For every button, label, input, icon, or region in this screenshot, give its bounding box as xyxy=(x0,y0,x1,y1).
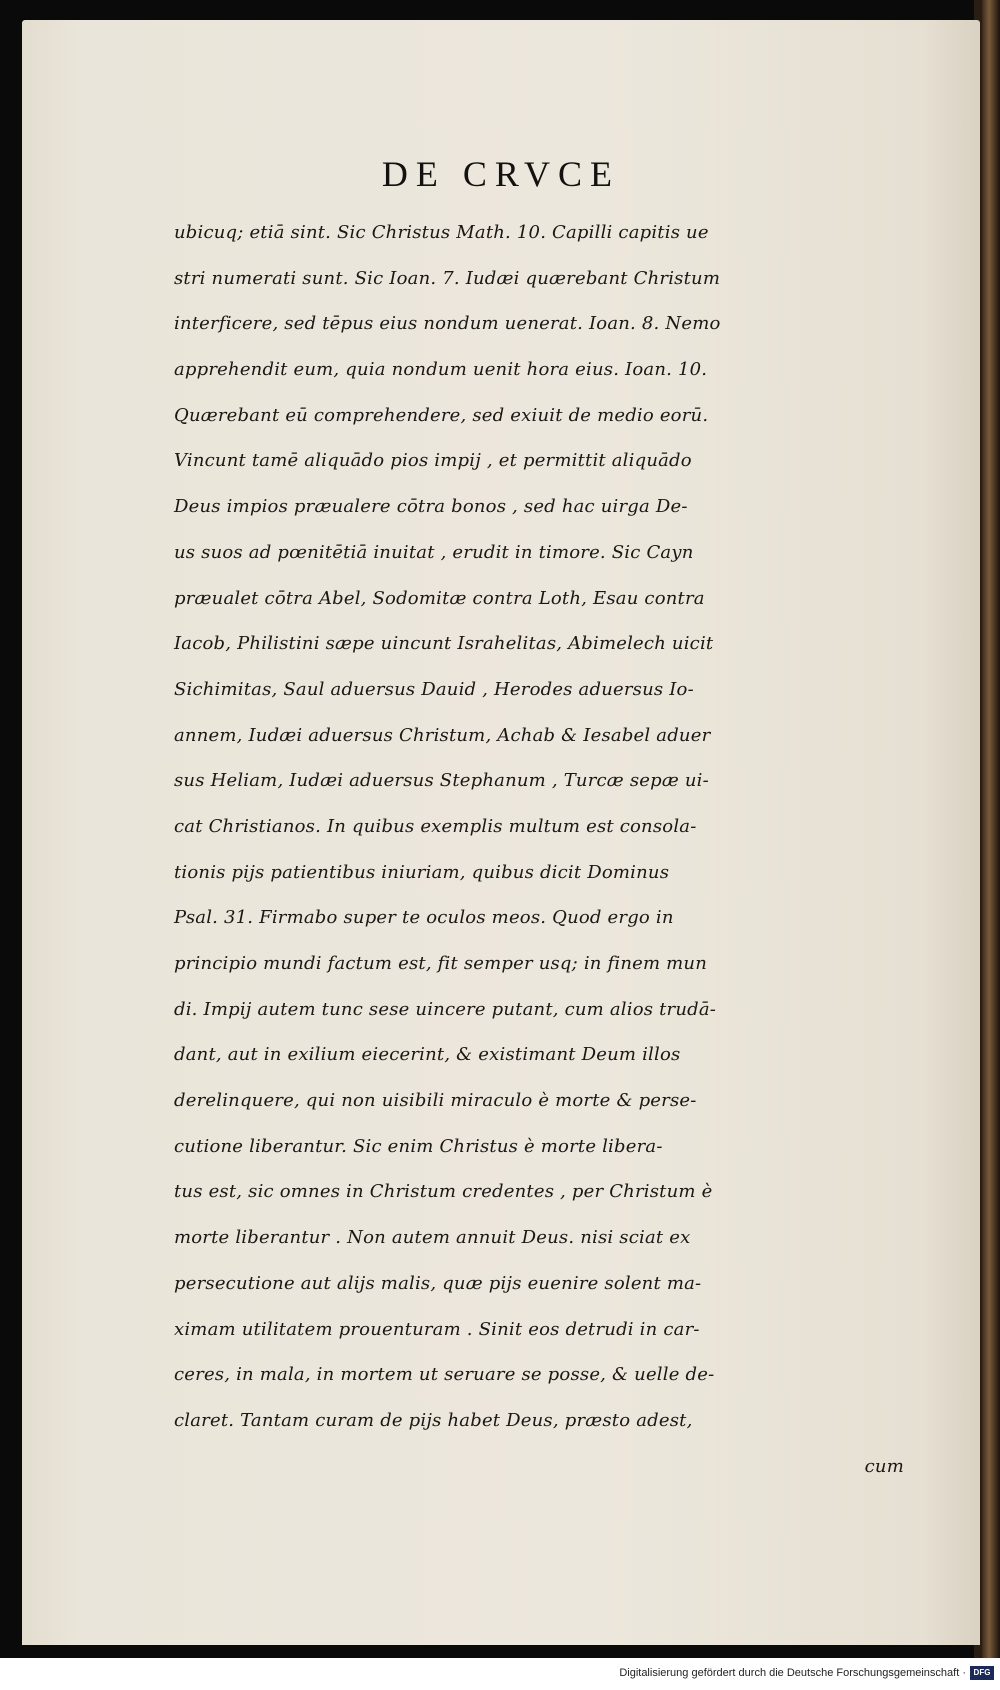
text-line: persecutione aut alijs malis, quæ pijs euenire solent ma- xyxy=(174,1272,702,1294)
text-line: derelinquere, qui non uisibili miraculo è morte & perse- xyxy=(174,1090,697,1112)
text-line: di. Impij autem tunc sese uincere putant, cum alios trudā- xyxy=(174,998,717,1020)
text-line: Quærebant eū comprehendere, sed exiuit de medio eorū. xyxy=(174,404,709,426)
text-line: ceres, in mala, in mortem ut seruare se posse, & uelle de- xyxy=(174,1364,715,1386)
text-line: ximam utilitatem prouenturam . Sinit eos detrudi in car- xyxy=(174,1318,700,1340)
dfg-logo: DFG xyxy=(970,1666,994,1680)
book-binding-edge xyxy=(982,0,1000,1658)
text-line: dant, aut in exilium eiecerint, & existimant Deum illos xyxy=(174,1044,681,1066)
text-line: Psal. 31. Firmabo super te oculos meos. Quod ergo in xyxy=(174,907,674,929)
text-line: principio mundi factum est, fit semper usq; in finem mun xyxy=(174,953,708,974)
text-line: Sichimitas, Saul aduersus Dauid , Herodes aduersus Io- xyxy=(174,678,694,700)
text-line: tus est, sic omnes in Christum credentes , per Christum è xyxy=(174,1181,713,1203)
text-line: cat Christianos. In quibus exemplis multum est consola- xyxy=(174,815,697,837)
funding-footer xyxy=(0,1658,1000,1690)
text-line: claret. Tantam curam de pijs habet Deus, præsto adest, xyxy=(174,1409,693,1431)
text-line: tionis pijs patientibus iniuriam, quibus dicit Dominus xyxy=(174,861,670,883)
text-line: apprehendit eum, quia nondum uenit hora eius. Ioan. 10. xyxy=(174,359,708,381)
text-line: Deus impios præualere cōtra bonos , sed hac uirga De- xyxy=(174,496,688,518)
text-line: Iacob, Philistini sæpe uincunt Israhelitas, Abimelech uicit xyxy=(174,633,714,655)
text-line: sus Heliam, Iudæi aduersus Stephanum , Turcæ sepæ ui- xyxy=(174,770,709,792)
text-line: præualet cōtra Abel, Sodomitæ contra Loth, Esau contra xyxy=(174,587,705,609)
text-line: ubicuq; etiā sint. Sic Christus Math. 10. Capilli capitis ue xyxy=(174,222,709,243)
book-page xyxy=(22,20,980,1645)
page-text xyxy=(174,210,974,1489)
text-line: morte liberantur . Non autem annuit Deus. nisi sciat ex xyxy=(174,1227,691,1249)
funding-credit: Digitalisierung gefördert durch die Deutsche Forschungsgemeinschaft · xyxy=(619,1667,966,1679)
text-line: us suos ad pœnitētiā inuitat , erudit in timore. Sic Cayn xyxy=(174,541,694,563)
text-line: cum xyxy=(864,1455,904,1477)
text-line: Vincunt tamē aliquādo pios impij , et permittit aliquādo xyxy=(174,450,692,472)
text-line: cutione liberantur. Sic enim Christus è morte libera- xyxy=(174,1135,663,1157)
running-header: DE CRVCE xyxy=(381,154,621,194)
text-line: annem, Iudæi aduersus Christum, Achab & Iesabel aduer xyxy=(174,724,711,746)
text-line: interficere, sed tēpus eius nondum uenerat. Ioan. 8. Nemo xyxy=(174,313,721,335)
text-line: stri numerati sunt. Sic Ioan. 7. Iudæi quærebant Christum xyxy=(174,267,721,289)
